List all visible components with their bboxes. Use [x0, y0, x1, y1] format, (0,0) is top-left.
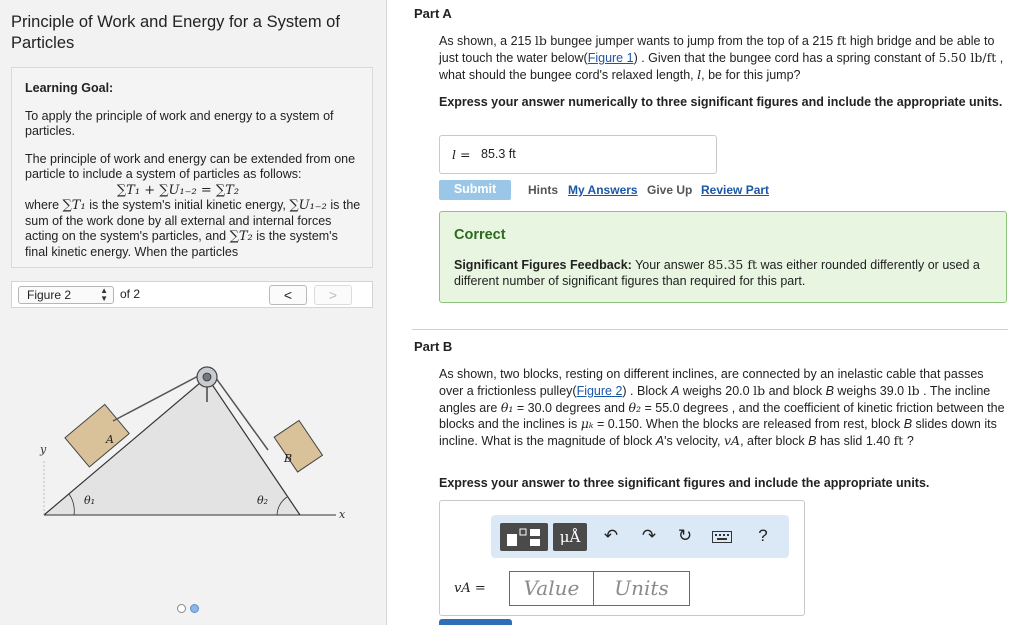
figure-2-diagram — [11, 310, 373, 605]
previous-figure-button[interactable]: < — [269, 285, 307, 305]
principle-intro: The principle of work and energy can be extended from one particle to include a system of particles as follows: — [25, 151, 356, 181]
part-b-question: As shown, two blocks, resting on different inclines, are connected by an inelastic cable that passes over a frictionless pulley(Figure 2) . Block A weighs 20.0 lb and block B weighs 39.0 lb . The incline angles are θ₁ = 30.0 degrees and θ₂ = 55.0 degrees , and the coefficient of kinetic friction between the blocks and the inclines is μₖ = 0.150. When the blocks are released from rest, block B slides down its incline. What is the magnitude of block A's velocity, vA, after block B has slid 1.40 ft ? — [439, 367, 1005, 449]
units-symbols-button[interactable]: μÅ — [553, 523, 587, 551]
next-figure-button[interactable]: > — [314, 285, 352, 305]
part-a-instruction: Express your answer numerically to three significant figures and include the appropriate units. — [439, 95, 1003, 109]
my-answers-link[interactable]: My Answers — [568, 183, 638, 197]
figure-count: of 2 — [120, 287, 141, 301]
figure-navigation — [11, 281, 373, 308]
redo-icon[interactable]: ↷ — [641, 526, 657, 545]
submit-button[interactable]: Submit — [439, 180, 511, 200]
help-button[interactable]: ? — [758, 526, 768, 545]
correct-title: Correct — [454, 227, 506, 243]
y-axis-label: y — [40, 443, 47, 456]
part-b-title: Part B — [414, 339, 453, 354]
keyboard-icon[interactable] — [712, 528, 732, 550]
give-up-link[interactable]: Give Up — [647, 183, 693, 197]
undo-icon[interactable]: ↶ — [603, 526, 619, 545]
va-label: vA = — [454, 581, 486, 596]
templates-icon — [500, 523, 548, 551]
part-a-answer-field[interactable] — [439, 135, 717, 174]
incline-pulley-diagram — [11, 310, 373, 605]
x-axis-label: x — [339, 508, 346, 521]
review-part-link[interactable]: Review Part — [701, 183, 770, 197]
sig-fig-feedback: Significant Figures Feedback: Your answer 85.35 ft was either rounded differently or used a different number of significant figures than required for this part. — [454, 257, 980, 288]
value-input[interactable]: Value — [509, 571, 594, 606]
figure-2-link[interactable]: Figure 2 — [576, 383, 623, 398]
reset-icon[interactable]: ↻ — [677, 526, 693, 545]
updown-icon: ▲ ▼ — [100, 286, 108, 303]
right-panel — [388, 0, 1024, 625]
math-toolbar — [491, 515, 789, 558]
part-divider — [412, 329, 1008, 330]
page-title: Principle of Work and Energy for a System of Particles — [11, 13, 340, 52]
learning-goal-box[interactable] — [11, 67, 373, 268]
block-a-label: A — [106, 433, 114, 446]
work-energy-equation: ∑T₁ + ∑U₁₋₂ = ∑T₂ — [116, 182, 240, 198]
answer-label: l = — [452, 147, 471, 162]
correct-feedback-box — [439, 211, 1007, 303]
figure-pager — [177, 602, 203, 616]
block-b-label: B — [284, 452, 293, 465]
figure-1-link[interactable]: Figure 1 — [587, 50, 634, 65]
hints-link[interactable]: Hints — [528, 183, 558, 197]
theta2-label: θ₂ — [257, 494, 269, 507]
left-panel — [0, 0, 387, 625]
figure-2-dot[interactable] — [190, 604, 199, 613]
learning-goal-text: To apply the principle of work and energy to a system of particles. — [25, 108, 334, 138]
part-a-title: Part A — [414, 6, 452, 21]
figure-1-dot[interactable] — [177, 604, 186, 613]
theta1-label: θ₁ — [84, 494, 96, 507]
part-b-answer-panel — [439, 500, 805, 616]
part-a-question: As shown, a 215 lb bungee jumper wants to jump from the top of a 215 ft high bridge and be able to just touch the water below(Figure 1) . Given that the bungee cord has a spring constant of 5.50 lb/ft , what should the bungee cord's relaxed length, l, be for this jump? — [439, 33, 1004, 82]
part-b-submit-button[interactable] — [439, 619, 512, 625]
units-input[interactable]: Units — [593, 571, 690, 606]
answer-value: 85.3 ft — [481, 147, 516, 161]
figure-select[interactable]: Figure 2 ▲ ▼ — [18, 286, 114, 304]
learning-goal-heading: Learning Goal: — [25, 81, 114, 95]
templates-button[interactable] — [500, 523, 548, 551]
part-b-instruction: Express your answer to three significant figures and include the appropriate units. — [439, 476, 930, 490]
definition-text: where ∑T₁ is the system's initial kinetic energy, ∑U₁₋₂ is the sum of the work done by all external and internal forces acting on the system's particles, and ∑T₂ is the system's final kinetic energy. When the particles — [25, 198, 361, 259]
